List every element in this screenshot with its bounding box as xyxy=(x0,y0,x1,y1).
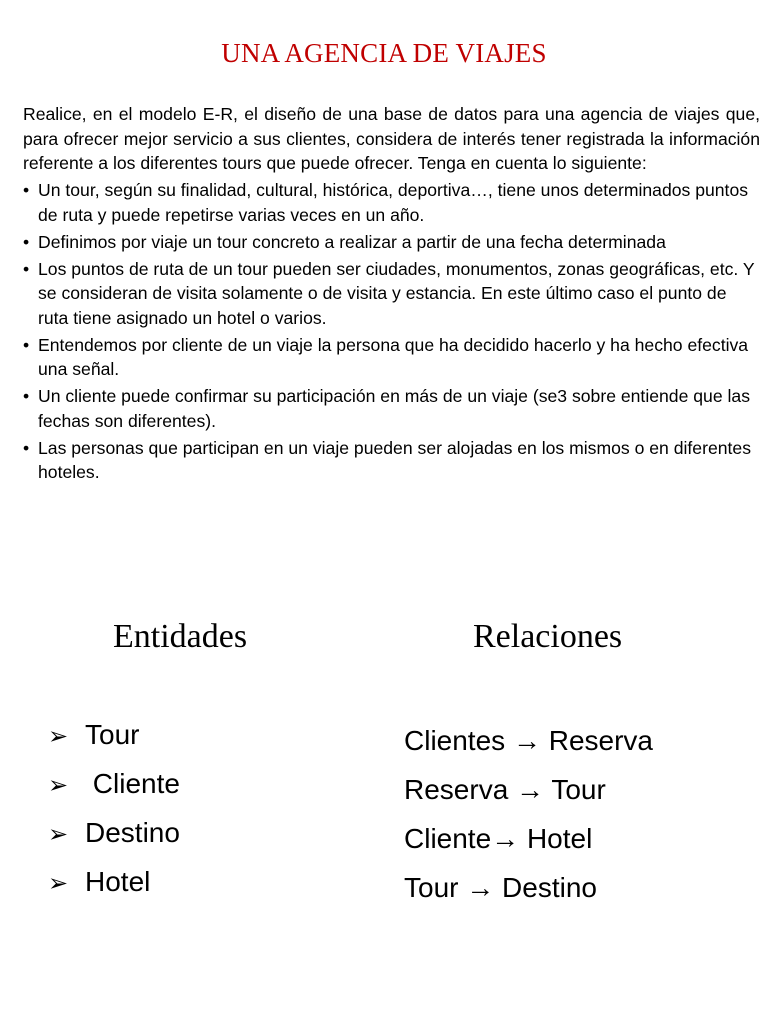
entity-label: Destino xyxy=(85,817,180,848)
arrowhead-bullet-icon: ➢ xyxy=(48,772,69,799)
relations-list xyxy=(404,716,653,912)
arrowhead-bullet-icon: ➢ xyxy=(48,870,69,897)
relation-item xyxy=(404,765,653,814)
relation-to: Hotel xyxy=(519,823,593,854)
page-title: UNA AGENCIA DE VIAJES xyxy=(221,38,547,68)
arrowhead-bullet-icon: ➢ xyxy=(48,723,69,750)
entities-list xyxy=(48,710,180,906)
relation-from: Reserva xyxy=(404,774,517,805)
entities-heading: Entidades xyxy=(113,618,248,655)
entity-item-cliente xyxy=(48,759,180,808)
relation-item xyxy=(404,863,653,912)
list-item-text: Un tour, según su finalidad, cultural, histórica, deportiva…, tiene unos determinados puntos de ruta y puede repetirse varias veces en un año. xyxy=(38,180,749,225)
requirements-list xyxy=(23,178,760,485)
bullet-icon: • xyxy=(23,258,30,279)
bullet-icon: • xyxy=(23,180,30,200)
intro-paragraph: Realice, en el modelo E-R, el diseño de una base de datos para una agencia de viajes que, para ofrecer mejor servicio a sus clientes, considera de interés tener registrada la información referente a los diferentes tours que puede ofrecer. Tenga en cuenta lo siguiente: xyxy=(23,104,760,173)
relations-heading: Relaciones xyxy=(473,618,623,655)
relation-item xyxy=(404,814,653,863)
relation-to: Reserva xyxy=(540,725,653,756)
entity-label: Cliente xyxy=(85,768,180,799)
list-item-text: Un cliente puede confirmar su participación en más de un viaje (se3 sobre entiende que las fechas son diferentes). xyxy=(38,386,750,431)
entity-item-destino xyxy=(48,808,180,857)
bullet-icon: • xyxy=(23,231,30,252)
list-item-text: Los puntos de ruta de un tour pueden ser ciudades, monumentos, zonas geográficas, etc. Y se consideran de visita solamente o de visita y estancia. En este último caso el punto de ruta tiene asignado un hotel o varios. xyxy=(38,258,755,328)
entity-label: Hotel xyxy=(85,866,151,897)
entity-item-tour xyxy=(48,710,180,759)
problem-statement xyxy=(23,102,760,485)
right-arrow-icon: → xyxy=(512,725,541,756)
list-item xyxy=(23,436,760,485)
relation-from: Cliente xyxy=(404,823,492,854)
relation-from: Tour xyxy=(404,872,467,903)
list-item-text: Las personas que participan en un viaje pueden ser alojadas en los mismos o en diferentes hoteles. xyxy=(38,437,751,482)
relation-to: Tour xyxy=(544,774,606,805)
right-arrow-icon: → xyxy=(466,872,495,903)
right-arrow-icon: → xyxy=(516,774,545,805)
arrowhead-bullet-icon: ➢ xyxy=(48,821,69,848)
list-item xyxy=(23,384,760,433)
entity-item-hotel xyxy=(48,857,180,906)
relation-item xyxy=(404,716,653,765)
relation-to: Destino xyxy=(494,872,597,903)
bullet-icon: • xyxy=(23,334,30,355)
bullet-icon: • xyxy=(23,386,30,406)
relation-from: Clientes xyxy=(404,725,513,756)
list-item xyxy=(23,333,760,382)
list-item xyxy=(23,178,760,227)
list-item-text: Definimos por viaje un tour concreto a realizar a partir de una fecha determinada xyxy=(38,231,666,252)
bullet-icon: • xyxy=(23,437,30,458)
right-arrow-icon: → xyxy=(491,823,520,854)
list-item-text: Entendemos por cliente de un viaje la persona que ha decidido hacerlo y ha hecho efectiva una señal. xyxy=(38,334,749,379)
list-item xyxy=(23,230,760,255)
entity-label: Tour xyxy=(85,719,140,750)
list-item xyxy=(23,257,760,331)
